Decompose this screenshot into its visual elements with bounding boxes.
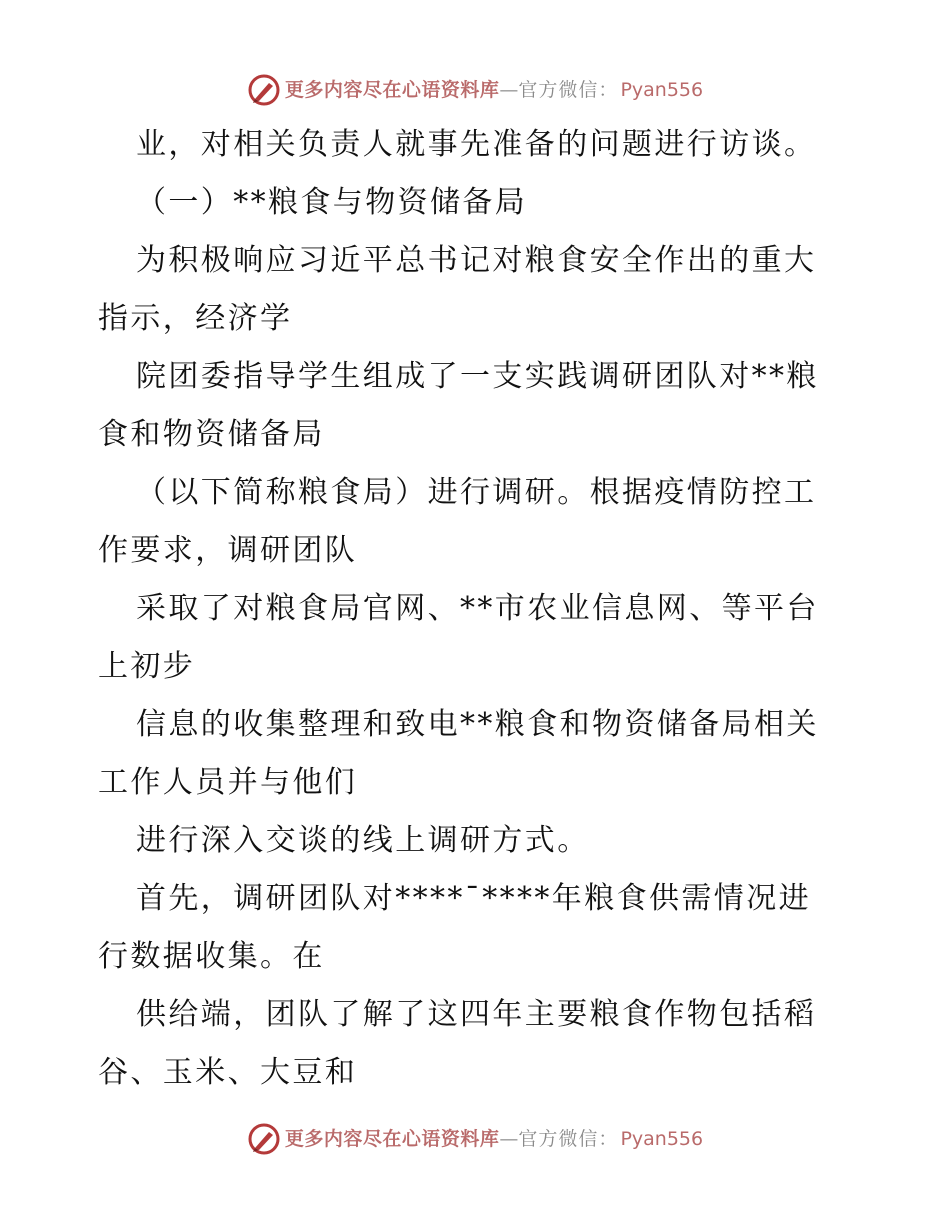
pen-logo-icon xyxy=(247,73,281,107)
text-line: 上初步 xyxy=(98,649,196,684)
pen-logo-icon xyxy=(247,1122,281,1156)
watermark-dash: — xyxy=(499,79,519,101)
text-line: 工作人员并与他们 xyxy=(98,765,358,800)
text-line: 首先，调研团队对****¯****年粮食供需情况进 xyxy=(136,881,811,916)
footer-watermark xyxy=(0,1119,950,1159)
watermark-wechat-id: Pyan556 xyxy=(620,79,704,101)
text-line: （一）**粮食与物资储备局 xyxy=(136,185,528,220)
text-line: 食和物资储备局 xyxy=(98,417,325,452)
header-watermark xyxy=(0,70,950,110)
watermark-brand: 更多内容尽在心语资料库 xyxy=(284,1128,500,1150)
text-line: 业，对相关负责人就事先准备的问题进行访谈。 xyxy=(136,127,817,162)
text-line: 采取了对粮食局官网、**市农业信息网、等平台 xyxy=(136,591,819,626)
document-body xyxy=(98,116,858,1102)
text-line: 供给端，团队了解了这四年主要粮食作物包括稻 xyxy=(136,997,817,1032)
text-line: 信息的收集整理和致电**粮食和物资储备局相关 xyxy=(136,707,819,742)
text-line: 指示，经济学 xyxy=(98,301,293,336)
watermark-brand: 更多内容尽在心语资料库 xyxy=(284,79,500,101)
text-line: 进行深入交谈的线上调研方式。 xyxy=(136,823,590,858)
watermark-dash: — xyxy=(499,1128,519,1150)
text-line: 谷、玉米、大豆和 xyxy=(98,1055,358,1090)
watermark-wechat-id: Pyan556 xyxy=(620,1128,704,1150)
text-line: 作要求，调研团队 xyxy=(98,533,358,568)
text-line: 院团委指导学生组成了一支实践调研团队对**粮 xyxy=(136,359,819,394)
text-line: （以下简称粮食局）进行调研。根据疫情防控工 xyxy=(136,475,817,510)
text-line: 行数据收集。在 xyxy=(98,939,325,974)
watermark-label: 官方微信： xyxy=(518,79,619,101)
watermark-label: 官方微信： xyxy=(518,1128,619,1150)
text-line: 为积极响应习近平总书记对粮食安全作出的重大 xyxy=(136,243,817,278)
